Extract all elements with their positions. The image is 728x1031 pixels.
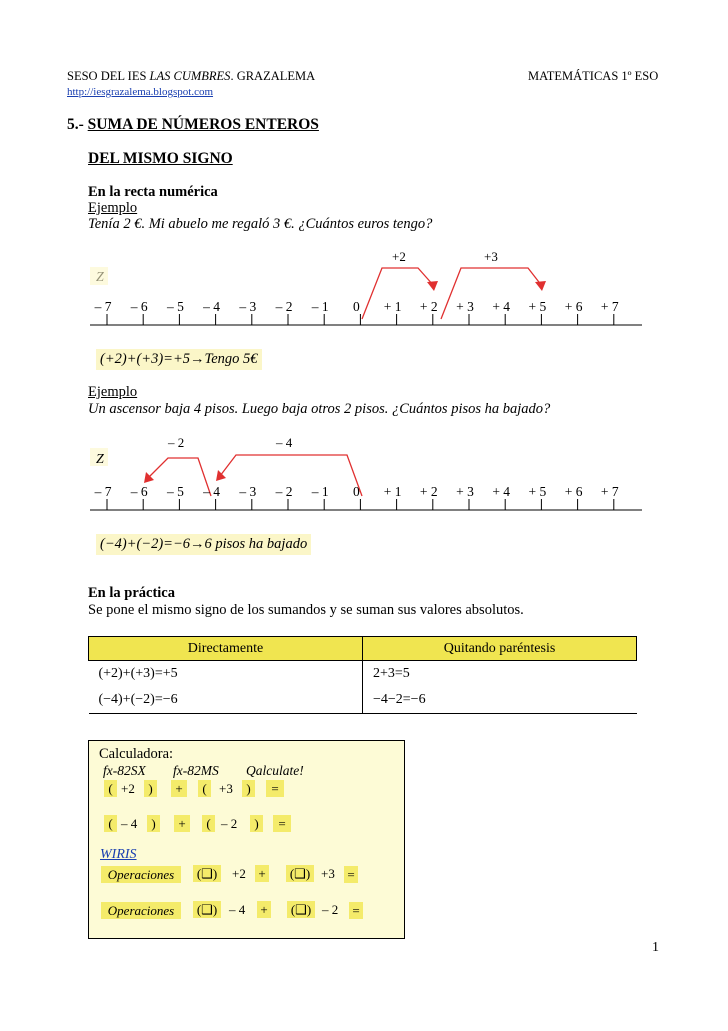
jump1-label: – 2	[168, 435, 185, 450]
tick-label: + 4	[492, 484, 511, 499]
tick-label: + 3	[456, 484, 474, 499]
key-close-paren[interactable]: )	[147, 815, 160, 832]
key-value: +3	[219, 781, 233, 796]
table-cell: (−4)+(−2)=−6	[89, 687, 363, 714]
model-fx82ms: fx-82MS	[173, 763, 219, 778]
example1-problem: Tenía 2 €. Mi abuelo me regaló 3 €. ¿Cuántos euros tengo?	[88, 216, 433, 232]
table-header-noparen: Quitando paréntesis	[363, 637, 637, 661]
subsection-title: DEL MISMO SIGNO	[88, 150, 233, 167]
key-close-paren[interactable]: )	[250, 815, 263, 832]
tick-label: – 1	[311, 299, 329, 314]
paren-key[interactable]: (❑)	[193, 901, 221, 918]
tick-label: – 5	[166, 299, 184, 314]
tick-label: – 4	[203, 484, 221, 499]
section-title: 5.- SUMA DE NÚMEROS ENTEROS	[67, 116, 319, 133]
numline-heading: En la recta numérica	[88, 184, 218, 200]
tick-label: – 3	[239, 299, 257, 314]
calculator-box	[88, 740, 405, 939]
model-fx82sx: fx-82SX	[103, 763, 146, 778]
set-label: Z	[96, 452, 104, 467]
paren-key[interactable]: (❑)	[287, 901, 315, 918]
paren-key[interactable]: (❑)	[193, 865, 221, 882]
paren-key[interactable]: (❑)	[286, 865, 314, 882]
jump1-label: +2	[392, 249, 406, 264]
tick-label: + 3	[456, 299, 474, 314]
key-equals[interactable]: =	[273, 815, 291, 832]
example2-problem: Un ascensor baja 4 pisos. Luego baja otros 2 pisos. ¿Cuántos pisos ha bajado?	[88, 401, 551, 417]
example2-result: (−4)+(−2)=−6→6 pisos ha bajado	[96, 534, 311, 555]
key-open-paren[interactable]: (	[198, 780, 211, 797]
tick-label: – 6	[130, 299, 148, 314]
tick-label: + 1	[383, 299, 402, 314]
tick-label: 0	[353, 299, 360, 314]
tick-label: + 7	[600, 299, 619, 314]
table-header-direct: Directamente	[89, 637, 363, 661]
key-value: – 4	[229, 902, 246, 917]
tick-label: – 7	[94, 484, 112, 499]
tick-label: + 7	[600, 484, 619, 499]
tick-label: + 6	[564, 484, 583, 499]
table-cell: −4−2=−6	[363, 687, 637, 714]
key-equals[interactable]: =	[266, 780, 284, 797]
key-value: +3	[321, 866, 335, 881]
key-value: +2	[121, 781, 135, 796]
number-line-2	[0, 430, 728, 520]
table-row	[89, 661, 637, 688]
key-plus[interactable]: +	[171, 780, 187, 797]
table-cell: (+2)+(+3)=+5	[98, 666, 178, 681]
tick-label: + 6	[564, 299, 583, 314]
tick-label: – 4	[203, 299, 221, 314]
key-open-paren[interactable]: (	[104, 780, 117, 797]
key-value: +2	[232, 866, 246, 881]
wiris-link[interactable]: WIRIS	[100, 847, 137, 862]
key-plus[interactable]: +	[255, 865, 269, 882]
example1-label: Ejemplo	[88, 200, 138, 216]
jump2-label: – 4	[276, 435, 293, 450]
operaciones-button[interactable]: Operaciones	[101, 866, 181, 883]
jump2-label: +3	[484, 249, 498, 264]
tick-label: + 4	[492, 299, 511, 314]
ticks	[94, 299, 619, 325]
key-equals[interactable]: =	[349, 902, 363, 919]
model-qalculate: Qalculate!	[246, 763, 304, 778]
key-plus[interactable]: +	[257, 901, 271, 918]
tick-label: + 5	[528, 484, 547, 499]
tick-label: – 2	[275, 299, 293, 314]
example2-label: Ejemplo	[88, 384, 138, 400]
tick-label: + 1	[383, 484, 402, 499]
key-close-paren[interactable]: )	[242, 780, 255, 797]
table-row	[89, 687, 637, 714]
tick-label: – 7	[94, 299, 112, 314]
number-line-1	[0, 245, 728, 335]
table-cell: 2+3=5	[363, 661, 637, 688]
sum-table	[88, 636, 637, 714]
page-number: 1	[652, 940, 659, 955]
tick-label: – 5	[166, 484, 184, 499]
key-equals[interactable]: =	[344, 866, 358, 883]
tick-label: – 3	[239, 484, 257, 499]
example1-result: (+2)+(+3)=+5→Tengo 5€	[96, 349, 262, 370]
key-value: – 4	[121, 816, 138, 831]
header-right: MATEMÁTICAS 1º ESO	[528, 69, 659, 83]
key-value: – 2	[322, 902, 339, 917]
tick-label: + 2	[419, 299, 438, 314]
operaciones-button[interactable]: Operaciones	[101, 902, 181, 919]
key-close-paren[interactable]: )	[144, 780, 157, 797]
practice-rule: Se pone el mismo signo de los sumandos y se suman sus valores absolutos.	[88, 602, 524, 618]
tick-label: + 2	[419, 484, 438, 499]
header-link[interactable]: http://iesgrazalema.blogspot.com	[67, 86, 214, 98]
practice-heading: En la práctica	[88, 585, 175, 601]
tick-label: – 2	[275, 484, 293, 499]
key-value: – 2	[221, 816, 238, 831]
key-open-paren[interactable]: (	[202, 815, 215, 832]
header-left: SESO DEL IES LAS CUMBRES. GRAZALEMA	[67, 69, 316, 83]
key-plus[interactable]: +	[174, 815, 190, 832]
tick-label: + 5	[528, 299, 547, 314]
ticks	[94, 484, 619, 510]
key-open-paren[interactable]: (	[104, 815, 117, 832]
tick-label: – 1	[311, 484, 329, 499]
tick-label: 0	[353, 484, 360, 499]
calculator-title: Calculadora:	[99, 746, 174, 762]
tick-label: – 6	[130, 484, 148, 499]
